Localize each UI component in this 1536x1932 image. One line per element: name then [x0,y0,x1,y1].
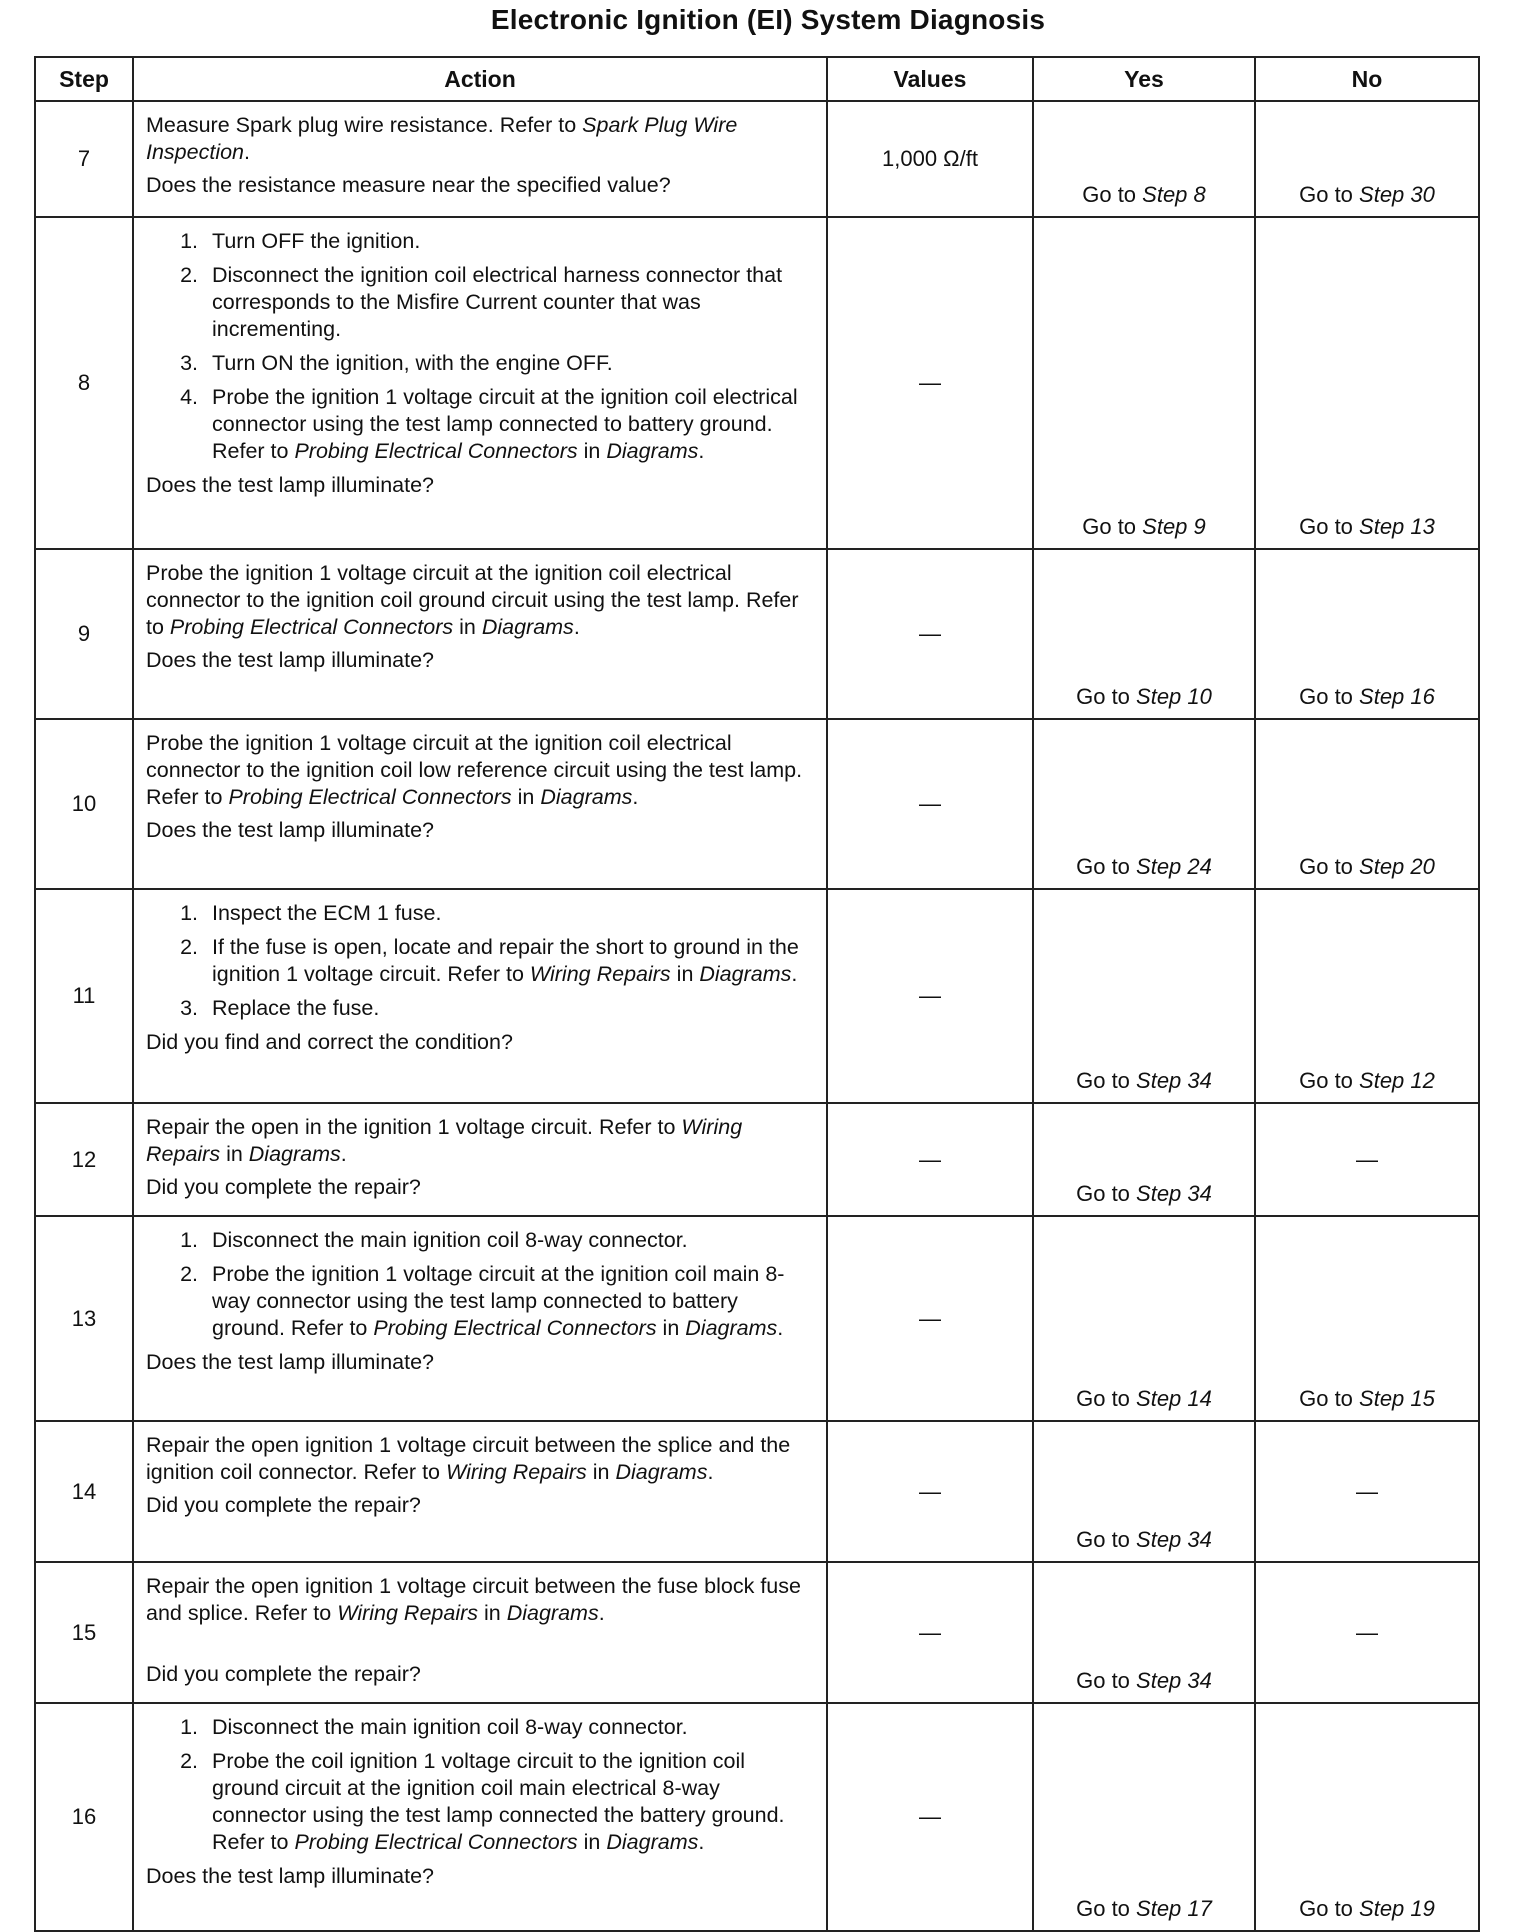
no-cell: Go to Step 19 [1255,1703,1479,1931]
action-text: Repair the open ignition 1 voltage circuit between the fuse block fuse and splice. Refer to Wiring Repairs in Diagrams. [146,1574,801,1625]
action-question: Does the test lamp illuminate? [146,473,435,497]
yes-cell: Go to Step 34 [1033,1103,1255,1216]
value-cell: — [827,719,1033,889]
table-row [35,217,1479,549]
action-step-item: 1. Turn OFF the ignition. [204,228,816,255]
step-number: 9 [35,549,133,719]
action-question: Did you complete the repair? [146,1662,421,1686]
action-step-item: 2. Probe the coil ignition 1 voltage circuit to the ignition coil ground circuit at the ignition coil main electrical 8-way connector using the test lamp connected the battery ground. Refer to Probing Electrical Connectors in Diagrams. [204,1748,816,1856]
action-text: Probe the ignition 1 voltage circuit at the ignition coil electrical connector to the ignition coil ground circuit using the test lamp. Refer to Probing Electrical Connectors in Diagrams. [146,561,799,639]
action-question: Did you complete the repair? [146,1175,421,1199]
action-question: Does the test lamp illuminate? [146,1350,435,1374]
no-cell: — [1255,1103,1479,1216]
action-cell [133,719,827,889]
header-yes: Yes [1033,57,1255,101]
table-header-row [35,57,1479,101]
yes-cell: Go to Step 9 [1033,217,1255,549]
action-cell [133,1562,827,1703]
action-step-item: 1. Disconnect the main ignition coil 8-way connector. [204,1227,816,1254]
step-number: 14 [35,1421,133,1562]
yes-cell: Go to Step 24 [1033,719,1255,889]
no-cell: Go to Step 30 [1255,101,1479,217]
action-cell [133,889,827,1103]
action-step-item: 1. Disconnect the main ignition coil 8-way connector. [204,1714,816,1741]
value-cell: — [827,1562,1033,1703]
action-cell [133,1421,827,1562]
table-row [35,719,1479,889]
yes-cell: Go to Step 10 [1033,549,1255,719]
table-body [35,101,1479,1931]
action-cell [133,101,827,217]
action-text: Repair the open in the ignition 1 voltage circuit. Refer to Wiring Repairs in Diagrams. [146,1115,743,1166]
value-cell: — [827,1103,1033,1216]
no-cell: — [1255,1421,1479,1562]
value-cell: 1,000 Ω/ft [827,101,1033,217]
yes-cell: Go to Step 8 [1033,101,1255,217]
action-step-item: 3. Turn ON the ignition, with the engine OFF. [204,350,816,377]
no-cell: Go to Step 16 [1255,549,1479,719]
action-step-item: 4. Probe the ignition 1 voltage circuit at the ignition coil electrical connector using the test lamp connected to battery ground. Refer to Probing Electrical Connectors in Diagrams. [204,384,816,465]
page-title: Electronic Ignition (EI) System Diagnosis [490,4,1046,35]
action-text: Repair the open ignition 1 voltage circuit between the splice and the ignition coil connector. Refer to Wiring Repairs in Diagrams. [146,1433,791,1484]
header-no: No [1255,57,1479,101]
action-cell [133,549,827,719]
action-question: Does the test lamp illuminate? [146,1864,435,1888]
table-row [35,1103,1479,1216]
action-question: Did you find and correct the condition? [146,1030,513,1054]
action-text: Probe the ignition 1 voltage circuit at the ignition coil electrical connector to the ignition coil low reference circuit using the test lamp. Refer to Probing Electrical Connectors in Diagrams. [146,731,803,809]
yes-cell: Go to Step 34 [1033,1421,1255,1562]
action-steps-list [146,1227,816,1342]
step-number: 13 [35,1216,133,1421]
header-values: Values [827,57,1033,101]
step-number: 15 [35,1562,133,1703]
action-steps-list [146,900,816,1022]
action-step-item: 2. Probe the ignition 1 voltage circuit at the ignition coil main 8-way connector using the test lamp connected to battery ground. Refer to Probing Electrical Connectors in Diagrams. [204,1261,816,1342]
no-cell: — [1255,1562,1479,1703]
value-cell: — [827,549,1033,719]
action-cell [133,1103,827,1216]
spacer [146,1627,816,1655]
step-number: 10 [35,719,133,889]
table-row [35,889,1479,1103]
table-row [35,1421,1479,1562]
no-cell: Go to Step 13 [1255,217,1479,549]
step-number: 16 [35,1703,133,1931]
action-text: Measure Spark plug wire resistance. Refer to Spark Plug Wire Inspection. [146,113,738,164]
value-cell: — [827,889,1033,1103]
value-cell: — [827,1216,1033,1421]
table-row [35,1562,1479,1703]
yes-cell: Go to Step 34 [1033,889,1255,1103]
diagnosis-table [34,56,1480,1932]
yes-cell: Go to Step 17 [1033,1703,1255,1931]
table-row [35,101,1479,217]
table-row [35,549,1479,719]
action-question: Does the resistance measure near the specified value? [146,173,671,197]
yes-cell: Go to Step 34 [1033,1562,1255,1703]
step-number: 11 [35,889,133,1103]
action-step-item: 3. Replace the fuse. [204,995,816,1022]
action-question: Did you complete the repair? [146,1493,421,1517]
table-row [35,1216,1479,1421]
value-cell: — [827,217,1033,549]
action-cell [133,217,827,549]
value-cell: — [827,1421,1033,1562]
no-cell: Go to Step 15 [1255,1216,1479,1421]
action-steps-list [146,228,816,465]
value-cell: — [827,1703,1033,1931]
action-cell [133,1703,827,1931]
header-action: Action [133,57,827,101]
yes-cell: Go to Step 14 [1033,1216,1255,1421]
step-number: 7 [35,101,133,217]
no-cell: Go to Step 20 [1255,719,1479,889]
action-step-item: 1. Inspect the ECM 1 fuse. [204,900,816,927]
table-row [35,1703,1479,1931]
step-number: 12 [35,1103,133,1216]
action-question: Does the test lamp illuminate? [146,818,435,842]
action-cell [133,1216,827,1421]
action-steps-list [146,1714,816,1856]
step-number: 8 [35,217,133,549]
action-step-item: 2. Disconnect the ignition coil electrical harness connector that corresponds to the Misfire Current counter that was incrementing. [204,262,816,343]
no-cell: Go to Step 12 [1255,889,1479,1103]
header-step: Step [35,57,133,101]
action-step-item: 2. If the fuse is open, locate and repair the short to ground in the ignition 1 voltage circuit. Refer to Wiring Repairs in Diagrams. [204,934,816,988]
action-question: Does the test lamp illuminate? [146,648,435,672]
